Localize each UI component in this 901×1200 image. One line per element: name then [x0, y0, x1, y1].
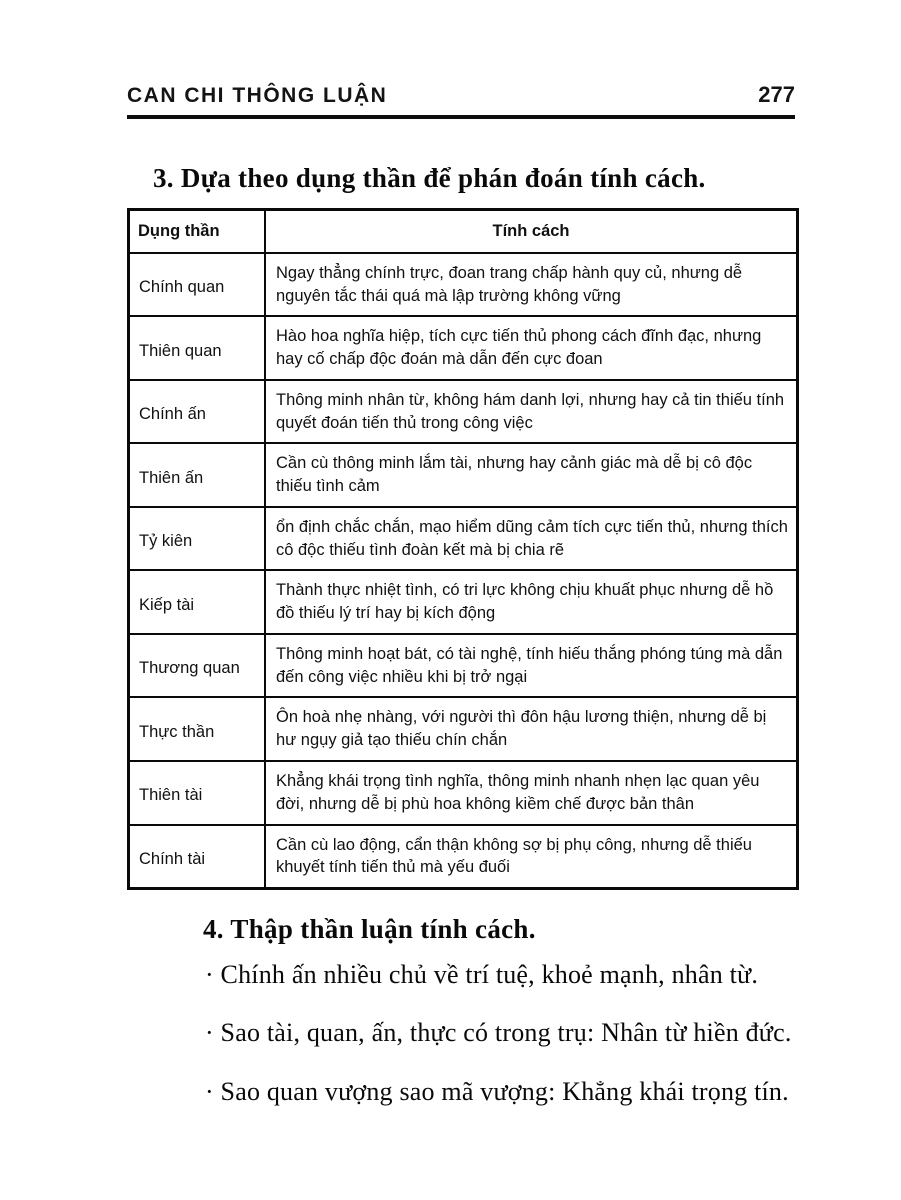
row-label-cell: Thiên ấn	[129, 443, 266, 507]
section-4-heading: 4. Thập thần luận tính cách.	[203, 914, 536, 945]
table-row	[129, 253, 798, 317]
table-row	[129, 570, 798, 634]
row-text-cell: Thành thực nhiệt tình, có tri lực không chịu khuất phục nhưng dễ hồ đồ thiếu lý trí hay bị kích động	[265, 570, 798, 634]
row-text-cell: ổn định chắc chắn, mạo hiểm dũng cảm tích cực tiến thủ, nhưng thích cô độc thiếu tình đoàn kết mà bị chia rẽ	[265, 507, 798, 571]
row-label-cell: Tỷ kiên	[129, 507, 266, 571]
table-row	[129, 825, 798, 889]
table-row	[129, 507, 798, 571]
table-row	[129, 634, 798, 698]
dungthan-table	[127, 208, 799, 890]
row-label-cell: Chính quan	[129, 253, 266, 317]
table-body	[129, 253, 798, 889]
header-title: CAN CHI THÔNG LUẬN	[127, 84, 388, 107]
bullet-list	[127, 955, 795, 1112]
section-3-heading: 3. Dựa theo dụng thần để phán đoán tính cách.	[153, 163, 706, 193]
row-label-cell: Thiên tài	[129, 761, 266, 825]
row-label-cell: Chính ấn	[129, 380, 266, 444]
row-text-cell: Hào hoa nghĩa hiệp, tích cực tiến thủ phong cách đĩnh đạc, nhưng hay cố chấp độc đoán mà dẫn đến cực đoan	[265, 316, 798, 380]
table-row	[129, 316, 798, 380]
row-text-cell: Thông minh nhân từ, không hám danh lợi, nhưng hay cả tin thiếu tính quyết đoán tiến thủ trong công việc	[265, 380, 798, 444]
running-header	[127, 82, 795, 119]
row-text-cell: Ngay thẳng chính trực, đoan trang chấp hành quy củ, nhưng dễ nguyên tắc thái quá mà lập trường không vững	[265, 253, 798, 317]
table-row	[129, 697, 798, 761]
row-text-cell: Ôn hoà nhẹ nhàng, với người thì đôn hậu lương thiện, nhưng dễ bị hư ngụy giả tạo thiếu chín chắn	[265, 697, 798, 761]
bullet-paragraph: · Chính ấn nhiều chủ về trí tuệ, khoẻ mạnh, nhân từ.	[205, 960, 759, 990]
column-header-tinhcach: Tính cách	[265, 210, 798, 253]
row-label-cell: Thực thần	[129, 697, 266, 761]
bullet-paragraph: · Sao tài, quan, ấn, thực có trong trụ: Nhân từ hiền đức.	[205, 1018, 792, 1048]
row-label-cell: Chính tài	[129, 825, 266, 889]
table-row	[129, 443, 798, 507]
table-row	[129, 761, 798, 825]
row-text-cell: Khẳng khái trọng tình nghĩa, thông minh nhanh nhẹn lạc quan yêu đời, nhưng dễ bị phù hoa không kiềm chế được bản thân	[265, 761, 798, 825]
column-header-dungthan: Dụng thần	[129, 210, 266, 253]
page-number: 277	[758, 82, 795, 107]
bullet-paragraph: · Sao quan vượng sao mã vượng: Khẳng khái trọng tín.	[205, 1076, 789, 1106]
table-row	[129, 380, 798, 444]
page-content	[127, 0, 795, 1130]
table-header	[129, 210, 798, 253]
row-label-cell: Thiên quan	[129, 316, 266, 380]
row-text-cell: Cần cù thông minh lắm tài, nhưng hay cảnh giác mà dễ bị cô độc thiếu tình cảm	[265, 443, 798, 507]
row-text-cell: Thông minh hoạt bát, có tài nghệ, tính hiếu thắng phóng túng mà dẫn đến công việc nhiều khi bị trở ngại	[265, 634, 798, 698]
row-text-cell: Cần cù lao động, cẩn thận không sợ bị phụ công, nhưng dễ thiếu khuyết tính tiến thủ mà yếu đuối	[265, 825, 798, 889]
row-label-cell: Kiếp tài	[129, 570, 266, 634]
row-label-cell: Thương quan	[129, 634, 266, 698]
